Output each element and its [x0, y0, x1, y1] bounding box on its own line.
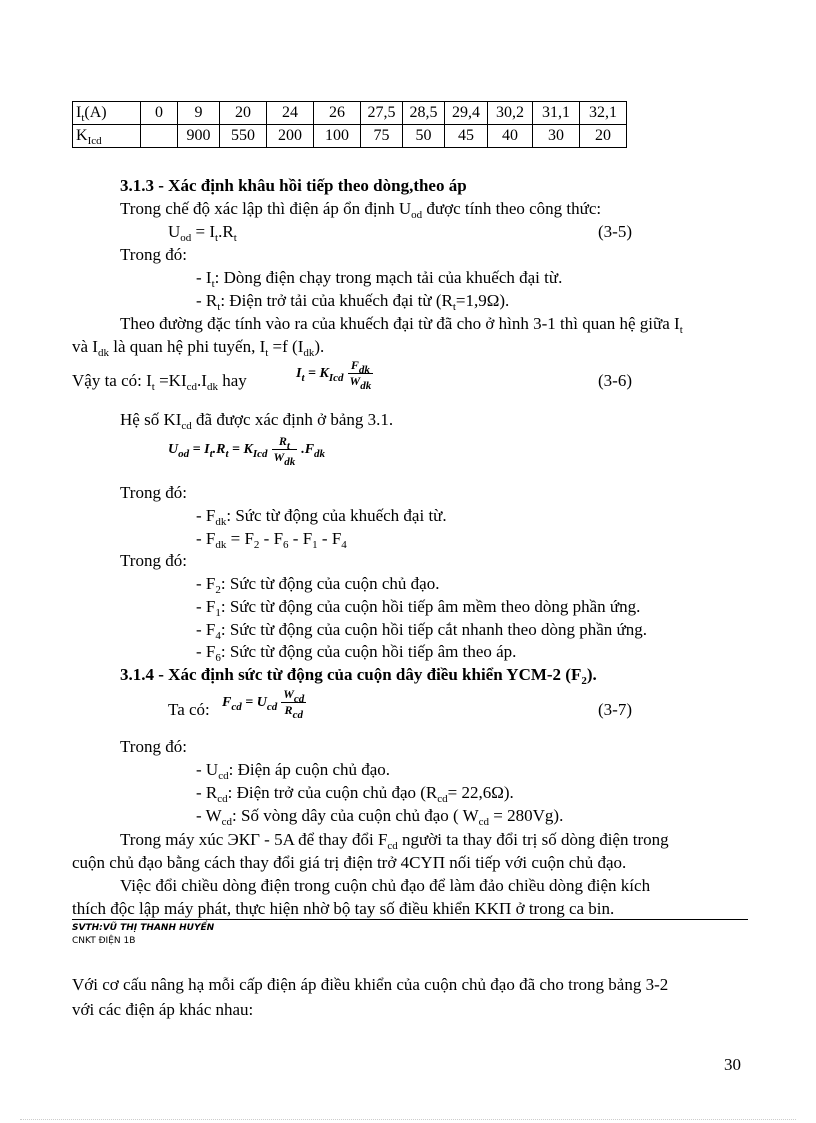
paragraph: với các điện áp khác nhau: — [72, 1000, 254, 1019]
list-item: - $F_6$: Sức từ động của cuộn hồi tiếp âm theo áp. — [196, 642, 517, 664]
list-item: - $F_{dk}$: Sức từ động của khuếch đại từ. — [196, 506, 447, 528]
label-trong-do: Trong đó: — [120, 245, 187, 264]
list-item: - $F_4$: Sức từ động của cuộn hồi tiếp cắt nhanh theo dòng phần ứng. — [196, 620, 647, 642]
list-item: - $R_{cd}$: Điện trở của cuộn chủ đạo $(R_{cd}= 22,6\Omega)$. — [196, 783, 514, 805]
table-cell: 20 — [220, 102, 267, 125]
footer-author: SVTH:VŨ THỊ THANH HUYỀN — [72, 923, 215, 933]
table-cell: 32,1 — [580, 102, 627, 125]
paragraph: Hệ số $KI_{cd}$ đã được xác định ở bảng 3.1. — [120, 410, 394, 432]
table-cell — [141, 125, 178, 148]
equation-number: (3-6) — [598, 371, 632, 390]
table-cell: 550 — [220, 125, 267, 148]
equation-3-6: Vậy ta có: $I_t =KI_{cd}.I_{dk}$ hay — [72, 371, 247, 393]
label-trong-do: Trong đó: — [120, 551, 187, 570]
table-cell: 20 — [580, 125, 627, 148]
table-row — [73, 102, 627, 125]
equation-3-5: $U_{od} = I_t.R_t$ — [168, 222, 237, 244]
label-trong-do: Trong đó: — [120, 483, 187, 502]
footer-class: CNKT ĐIỆN 1B — [72, 936, 136, 946]
paragraph: Trong chế độ xác lập thì điện áp ổn định $U_{od}$ được tính theo công thức: — [120, 199, 602, 221]
table-cell: 45 — [445, 125, 488, 148]
table-cell: 26 — [314, 102, 361, 125]
table-cell: 75 — [361, 125, 403, 148]
paragraph: cuộn chủ đạo bằng cách thay đổi giá trị điện trở 4CYП nối tiếp với cuộn chủ đạo. — [72, 853, 627, 872]
list-item: - $I_t$: Dòng điện chạy trong mạch tải của khuếch đại từ. — [196, 268, 563, 290]
list-item: - $F_{dk} = F_2 - F_6 - F_1 - F_4$ — [196, 529, 347, 551]
table-cell: 30,2 — [488, 102, 533, 125]
paragraph: Theo đường đặc tính vào ra của khuếch đại từ đã cho ở hình 3-1 thì quan hệ giữa $I_t$ — [120, 314, 683, 336]
equation-3-7-lead: Ta có: — [168, 700, 210, 719]
equation-number: (3-7) — [598, 700, 632, 719]
formula-uod: $U_{od} = I_t.R_t = K_{Icd}$ $\frac{R_t}{W_{dk}}$ $.F_{dk}$ — [168, 434, 326, 468]
table-cell: 24 — [267, 102, 314, 125]
formula-3-6: $I_t = K_{Icd}$ $\frac{F_{dk}}{W_{dk}}$ — [296, 358, 372, 392]
kicd-table — [72, 101, 627, 148]
list-item: - $W_{cd}$: Số vòng dây của cuộn chủ đạo ( $W_{cd} = 280Vg$). — [196, 806, 564, 828]
list-item: - $R_t$: Điện trở tải của khuếch đại từ $(R_t=1,9\Omega)$. — [196, 291, 510, 313]
table-cell: 28,5 — [403, 102, 445, 125]
paragraph: Với cơ cấu nâng hạ mỗi cấp điện áp điều khiển của cuộn chủ đạo đã cho trong bảng 3-2 — [72, 975, 669, 994]
label-trong-do: Trong đó: — [120, 737, 187, 756]
paragraph: và $I_{dk}$ là quan hệ phi tuyến, $I_t =f$ $(I_{dk})$. — [72, 337, 325, 359]
table-row — [73, 125, 627, 148]
table-cell: 40 — [488, 125, 533, 148]
paragraph: thích độc lập máy phát, thực hiện nhờ bộ tay số điều khiển KKП ở trong ca bin. — [72, 899, 615, 918]
section-heading-313: 3.1.3 - Xác định khâu hồi tiếp theo dòng,theo áp — [120, 176, 467, 195]
section-heading-314: 3.1.4 - Xác định sức từ động của cuộn dây điều khiển YCM-2 $(F_2)$. — [120, 665, 597, 687]
table-row-label: $I_t(A)$ — [73, 102, 141, 125]
table-cell: 50 — [403, 125, 445, 148]
list-item: - $U_{cd}$: Điện áp cuộn chủ đạo. — [196, 760, 391, 782]
table-cell: 100 — [314, 125, 361, 148]
list-item: - $F_2$: Sức từ động của cuộn chủ đạo. — [196, 574, 440, 596]
table-cell: 900 — [178, 125, 220, 148]
table-cell: 31,1 — [533, 102, 580, 125]
formula-3-7: $F_{cd} = U_{cd}$ $\frac{W_{cd}}{R_{cd}}$ — [222, 687, 305, 721]
table-cell: 200 — [267, 125, 314, 148]
page-edge-divider — [20, 1119, 796, 1120]
table-cell: 27,5 — [361, 102, 403, 125]
table-cell: 30 — [533, 125, 580, 148]
table-row-label: $K_{Icd}$ — [73, 125, 141, 148]
table-cell: 0 — [141, 102, 178, 125]
paragraph: Việc đổi chiều dòng điện trong cuộn chủ đạo để làm đảo chiều dòng điện kích — [120, 876, 651, 895]
page-number: 30 — [724, 1055, 741, 1074]
list-item: - $F_1$: Sức từ động của cuộn hồi tiếp âm mềm theo dòng phần ứng. — [196, 597, 641, 619]
equation-number: (3-5) — [598, 222, 632, 241]
table-cell: 29,4 — [445, 102, 488, 125]
table-cell: 9 — [178, 102, 220, 125]
paragraph: Trong máy xúc ЭКГ - 5A để thay đổi $F_{cd}$ người ta thay đổi trị số dòng điện trong — [120, 830, 669, 852]
footer-divider — [72, 919, 748, 920]
